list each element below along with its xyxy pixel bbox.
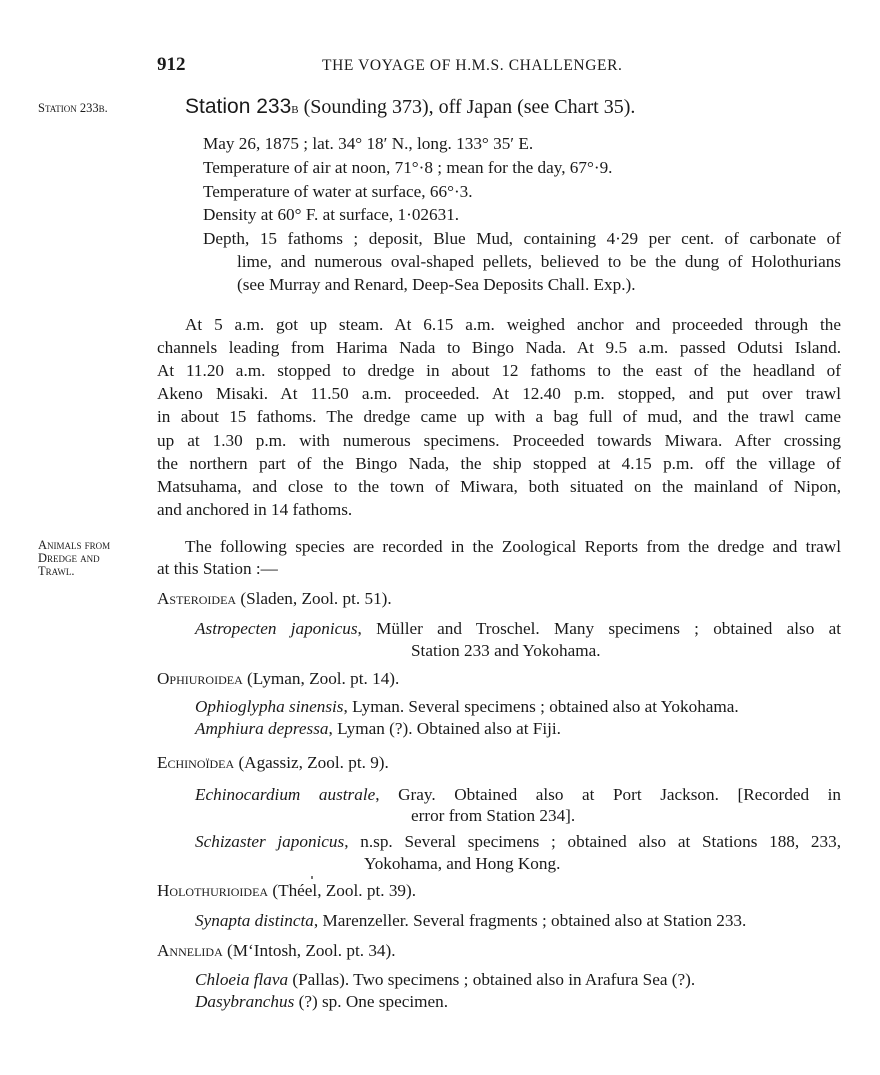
group-name: Echinoïdea: [157, 753, 235, 772]
margin-note-animals-3: Trawl.: [38, 564, 75, 578]
narrative-line-9: and anchored in 14 fathoms.: [157, 500, 353, 519]
observation-density: Density at 60° F. at surface, 1·02631.: [203, 205, 460, 224]
species-name: Ophioglypha sinensis: [195, 697, 344, 716]
observation-water-temperature: Temperature of water at surface, 66°·3.: [203, 182, 473, 201]
group-echinoidea: [157, 752, 389, 774]
margin-note-animals-2: Dredge and: [38, 551, 100, 565]
species-name: Amphiura depressa: [195, 719, 329, 738]
station-title-rest: (Sounding 373), off Japan (see Chart 35).: [298, 96, 636, 118]
species-schizaster-line-1: [195, 831, 841, 853]
station-title: [185, 95, 635, 119]
station-title-suffix: b: [291, 100, 299, 117]
stray-mark: [311, 876, 313, 879]
margin-note-animals-1: Animals from: [38, 538, 111, 552]
species-name: Synapta distincta: [195, 911, 314, 930]
group-annelida: [157, 940, 396, 962]
species-dasybranchus: [195, 991, 448, 1013]
depth-line-2: lime, and numerous oval-shaped pellets, believed to be the dung of Holothurians: [237, 252, 841, 271]
species-intro-line-2: at this Station :—: [157, 559, 278, 578]
group-reference: (M‘Intosh, Zool. pt. 34).: [222, 941, 396, 960]
group-asteroidea: [157, 588, 392, 610]
species-details: , Marenzeller. Several fragments ; obtained also at Station 233.: [313, 911, 747, 930]
species-details: (?) sp. One specimen.: [294, 992, 448, 1011]
species-echinocardium-line-1: [195, 784, 841, 806]
species-details: , Müller and Troschel. Many specimens ; obtained also at: [357, 619, 841, 638]
narrative-line-3: At 11.20 a.m. stopped to dredge in about 12 fathoms to the east of the headland of: [157, 361, 841, 380]
observation-date: May 26, 1875 ; lat. 34° 18′ N., long. 133° 35′ E.: [203, 134, 534, 153]
depth-line-1: Depth, 15 fathoms ; deposit, Blue Mud, containing 4·29 per cent. of carbonate of: [203, 229, 841, 248]
narrative-line-1: At 5 a.m. got up steam. At 6.15 a.m. weighed anchor and proceeded through the: [185, 315, 841, 334]
species-echinocardium-line-2: error from Station 234].: [411, 806, 576, 825]
species-details: (Pallas). Two specimens ; obtained also in Arafura Sea (?).: [288, 970, 696, 989]
group-reference: (Théel, Zool. pt. 39).: [268, 881, 417, 900]
species-astropecten-line-1: [195, 618, 841, 640]
species-details: , Lyman (?). Obtained also at Fiji.: [328, 719, 561, 738]
group-name: Ophiuroidea: [157, 669, 243, 688]
page-number: 912: [157, 54, 186, 75]
species-name: Schizaster japonicus: [195, 832, 345, 851]
species-details: , n.sp. Several specimens ; obtained also at Stations 188, 233,: [344, 832, 842, 851]
species-chloeia: [195, 969, 695, 991]
group-holothurioidea: [157, 880, 416, 902]
narrative-line-2: channels leading from Harima Nada to Bingo Nada. At 9.5 a.m. passed Odutsi Island.: [157, 338, 841, 357]
species-schizaster-line-2: Yokohama, and Hong Kong.: [364, 854, 561, 873]
species-amphiura: [195, 718, 561, 740]
species-name: Dasybranchus: [195, 992, 295, 1011]
group-reference: (Agassiz, Zool. pt. 9).: [234, 753, 389, 772]
narrative-line-4: Akeno Misaki. At 11.50 a.m. proceeded. At 12.40 p.m. stopped, and put over trawl: [157, 384, 841, 403]
margin-note-station: Station 233b.: [38, 101, 108, 115]
group-name: Holothurioidea: [157, 881, 269, 900]
narrative-line-5: in about 15 fathoms. The dredge came up with a bag full of mud, and the trawl came: [157, 407, 841, 426]
species-astropecten-line-2: Station 233 and Yokohama.: [411, 641, 601, 660]
species-details: , Gray. Obtained also at Port Jackson. [Recorded in: [375, 785, 841, 804]
group-reference: (Lyman, Zool. pt. 14).: [242, 669, 400, 688]
species-ophioglypha: [195, 696, 739, 718]
narrative-line-7: the northern part of the Bingo Nada, the ship stopped at 4.15 p.m. off the village of: [157, 454, 841, 473]
species-synapta: [195, 910, 746, 932]
group-ophiuroidea: [157, 668, 399, 690]
narrative-line-8: Matsuhama, and close to the town of Miwara, both situated on the mainland of Nipon,: [157, 477, 841, 496]
group-reference: (Sladen, Zool. pt. 51).: [236, 589, 392, 608]
species-name: Echinocardium australe: [195, 785, 376, 804]
species-name: Chloeia flava: [195, 970, 289, 989]
species-intro-line-1: The following species are recorded in the Zoological Reports from the dredge and trawl: [185, 537, 841, 556]
species-name: Astropecten japonicus: [195, 619, 358, 638]
group-name: Annelida: [157, 941, 223, 960]
group-name: Asteroidea: [157, 589, 237, 608]
species-details: , Lyman. Several specimens ; obtained also at Yokohama.: [343, 697, 739, 716]
station-title-main: Station 233: [185, 95, 292, 118]
running-title: THE VOYAGE OF H.M.S. CHALLENGER.: [322, 57, 623, 74]
observation-air-temperature: Temperature of air at noon, 71°·8 ; mean for the day, 67°·9.: [203, 158, 613, 177]
narrative-line-6: up at 1.30 p.m. with numerous specimens. Proceeded towards Miwara. After crossing: [157, 431, 841, 450]
depth-line-3: (see Murray and Renard, Deep-Sea Deposits Chall. Exp.).: [237, 275, 636, 294]
